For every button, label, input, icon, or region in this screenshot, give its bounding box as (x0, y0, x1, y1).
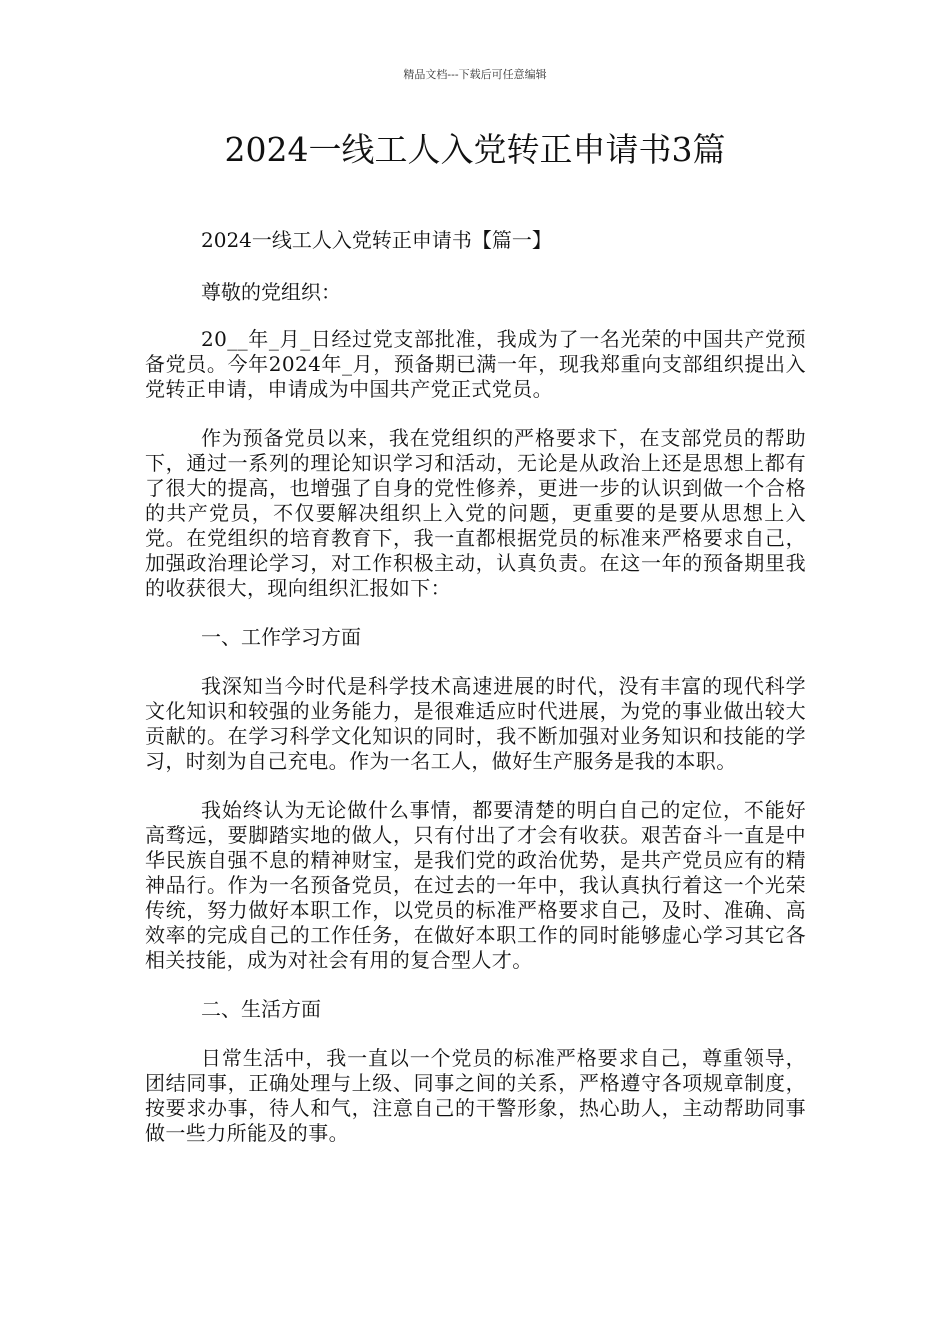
paragraph-approval: 20__年_月_日经过党支部批准，我成为了一名光荣的中国共产党预备党员。今年2024年_月，预备期已满一年，现我郑重向支部组织提出入党转正申请，申请成为中国共产党正式党员。 (145, 327, 806, 401)
paragraph-knowledge: 我深知当今时代是科学技术高速进展的时代，没有丰富的现代科学文化知识和较强的业务能力，是很难适应时代进展，为党的事业做出较大贡献的。在学习科学文化知识的同时，我不断加强对业务知识和技能的学习，时刻为自己充电。作为一名工人，做好生产服务是我的本职。 (145, 674, 806, 773)
section-title: 2024一线工人入党转正申请书【篇一】 (201, 228, 552, 252)
paragraph-progress: 作为预备党员以来，我在党组织的严格要求下，在支部党员的帮助下，通过一系列的理论知识学习和活动，无论是从政治上还是思想上都有了很大的提高，也增强了自身的党性修养，更进一步的认识到做一个合格的共产党员，不仅要解决组织上入党的问题，更重要的是要从思想上入党。在党组织的培育教育下，我一直都根据党员的标准来严格要求自己，加强政治理论学习，对工作积极主动，认真负责。在这一年的预备期里我的收获很大，现向组织汇报如下： (145, 426, 806, 600)
header-note: 精品文档---下载后可任意编辑 (403, 68, 547, 81)
document-title: 2024一线工人入党转正申请书3篇 (224, 130, 726, 169)
subheading-life: 二、生活方面 (201, 997, 321, 1021)
paragraph-attitude: 我始终认为无论做什么事情，都要清楚的明白自己的定位，不能好高骛远，要脚踏实地的做人，只有付出了才会有收获。艰苦奋斗一直是中华民族自强不息的精神财宝，是我们党的政治优势，是共产党员应有的精神品行。作为一名预备党员，在过去的一年中，我认真执行着这一个光荣传统，努力做好本职工作，以党员的标准严格要求自己，及时、准确、高效率的完成自己的工作任务，在做好本职工作的同时能够虚心学习其它各相关技能，成为对社会有用的复合型人才。 (145, 798, 806, 972)
subheading-work-study: 一、工作学习方面 (201, 625, 361, 649)
paragraph-daily-life: 日常生活中，我一直以一个党员的标准严格要求自己，尊重领导，团结同事，正确处理与上级、同事之间的关系，严格遵守各项规章制度，按要求办事，待人和气，注意自己的干警形象，热心助人，主动帮助同事做一些力所能及的事。 (145, 1046, 806, 1145)
salutation: 尊敬的党组织： (201, 280, 341, 304)
document-body (145, 228, 806, 1170)
